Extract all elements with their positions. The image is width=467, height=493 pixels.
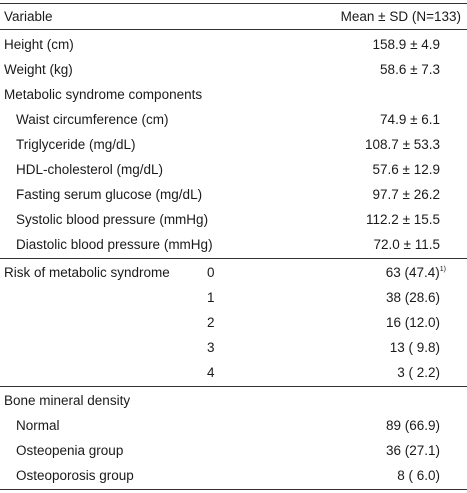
- table-row: [0, 157, 467, 182]
- header-rule: [0, 29, 467, 30]
- row-label: Weight (kg): [4, 62, 73, 77]
- table-row: [0, 182, 467, 207]
- section-rule: [0, 258, 467, 259]
- section-label: Bone mineral density: [4, 393, 131, 408]
- row-value: 36 (27.1): [385, 443, 440, 458]
- table-row: [0, 285, 467, 310]
- section-heading: [0, 388, 467, 413]
- header-value: Mean ± SD (N=133): [340, 9, 461, 24]
- row-value: 112.2 ± 15.5: [366, 212, 440, 227]
- risk-category: 0: [207, 265, 215, 280]
- row-label: Osteoporosis group: [16, 468, 134, 483]
- risk-label: Risk of metabolic syndrome: [4, 265, 170, 280]
- row-value: 8 ( 6.0): [397, 468, 440, 483]
- risk-value: 3 ( 2.2): [397, 365, 440, 380]
- risk-value: 16 (12.0): [385, 315, 440, 330]
- risk-category: 4: [207, 365, 215, 380]
- row-label: Diastolic blood pressure (mmHg): [16, 237, 213, 252]
- row-label: Systolic blood pressure (mmHg): [16, 212, 209, 227]
- row-value: 89 (66.9): [385, 418, 440, 433]
- table-row: [0, 207, 467, 232]
- row-label: Osteopenia group: [16, 443, 124, 458]
- table-row: [0, 260, 467, 285]
- table-row: [0, 360, 467, 385]
- row-value: 97.7 ± 26.2: [372, 187, 440, 202]
- row-value: 58.6 ± 7.3: [380, 62, 440, 77]
- risk-category: 2: [207, 315, 215, 330]
- row-label: Height (cm): [4, 37, 74, 52]
- row-value: 108.7 ± 53.3: [365, 137, 440, 152]
- table-row: [0, 232, 467, 257]
- risk-value: 13 ( 9.8): [389, 340, 440, 355]
- footnote-mark: 1): [439, 265, 446, 273]
- risk-category: 1: [207, 290, 215, 305]
- row-label: Triglyceride (mg/dL): [16, 137, 136, 152]
- table-row: [0, 463, 467, 488]
- risk-value: 63 (47.4): [385, 265, 440, 280]
- bottom-rule: [0, 489, 467, 490]
- table-row: [0, 132, 467, 157]
- row-label: Normal: [16, 418, 60, 433]
- section-heading: [0, 82, 467, 107]
- row-label: Fasting serum glucose (mg/dL): [16, 187, 203, 202]
- row-label: Waist circumference (cm): [16, 112, 169, 127]
- row-value: 72.0 ± 11.5: [373, 237, 440, 252]
- table-row: [0, 32, 467, 57]
- row-value: 57.6 ± 12.9: [372, 162, 440, 177]
- table-row: [0, 438, 467, 463]
- table-row: [0, 57, 467, 82]
- row-label: HDL-cholesterol (mg/dL): [16, 162, 164, 177]
- table-row: [0, 413, 467, 438]
- table-row: [0, 107, 467, 132]
- table-row: [0, 310, 467, 335]
- section-label: Metabolic syndrome components: [4, 87, 203, 102]
- row-value: 74.9 ± 6.1: [380, 112, 440, 127]
- risk-value: 38 (28.6): [385, 290, 440, 305]
- header-variable: Variable: [4, 9, 53, 24]
- risk-category: 3: [207, 340, 215, 355]
- table-row: [0, 335, 467, 360]
- row-value: 158.9 ± 4.9: [372, 37, 440, 52]
- section-rule: [0, 386, 467, 387]
- header-row: [0, 4, 467, 29]
